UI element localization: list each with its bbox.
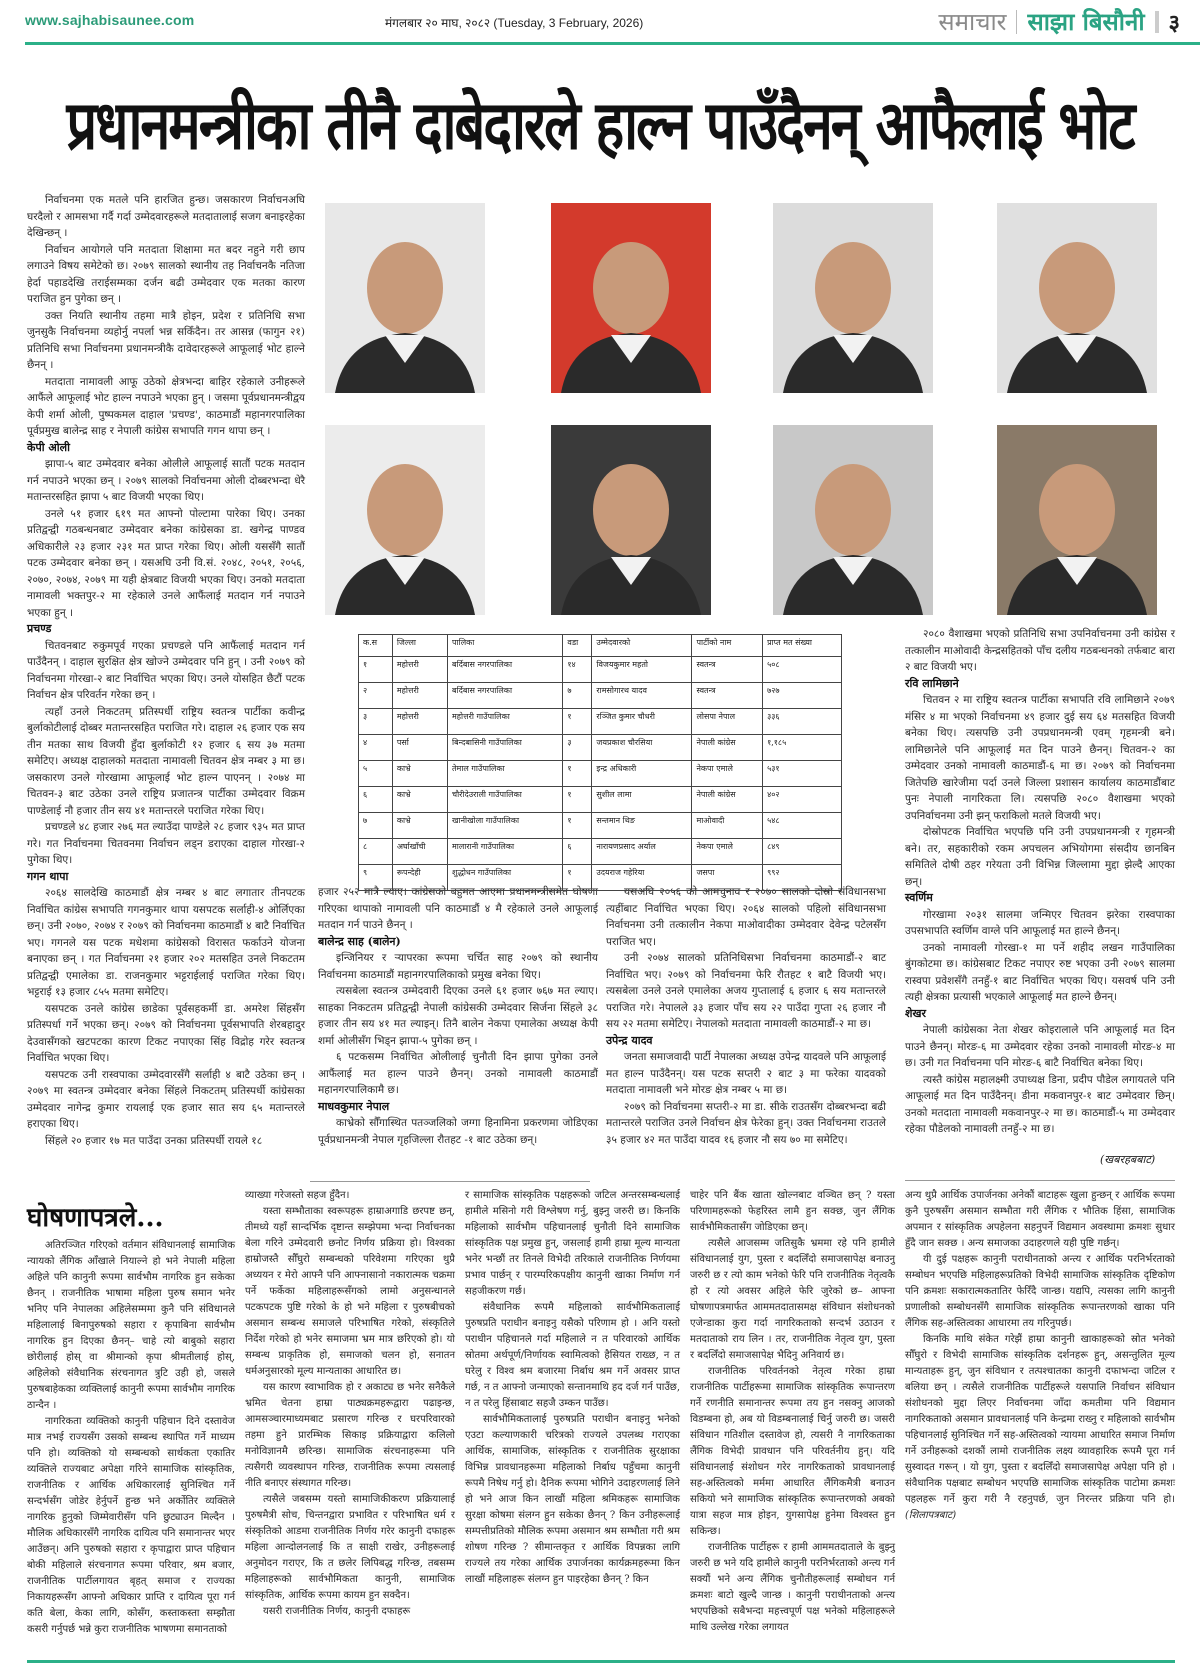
paragraph: यस कारण स्वाभाविक हो र अकाट्य छ भनेर सनैकैले भ्रमित चेतना हाम्रा पाठ्यक्रमहरूद्वारा पढाइन्छ, आमसञ्चारमाध्यमबाट प्रसारण गरिन्छ र घरपरिवारको तहमा हुने प्रारम्भिक सिकाइ प्रक्रियाद्वारा कलिलो मनोविज्ञानमै छरिन्छ। सामाजिक संरचनाहरूमा पनि त्यसैगरी व्यवस्थापन गरिन्छ, राजनीतिक रूपमा त्यसलाई नीति बनाएर संस्थागत गरिन्छ।: [245, 1382, 455, 1489]
divider: [310, 1181, 590, 1182]
portrait-upendra-yadav: [773, 425, 933, 615]
table-cell: महोत्तरी: [392, 683, 447, 709]
paragraph: हजार २५२ मात्रै ल्याए। कांग्रेसको बहुमत आएमा प्रधानमन्त्रीसमेत घोषणा गरिएका थापाको नामावली पनि काठमाडौं ४ मै रहेकाले उनले आफूलाई मतदान गर्न पाउने छैनन् ।: [318, 886, 598, 931]
table-cell: जयप्रकाश चौरसिया: [592, 735, 692, 761]
person-icon: [551, 203, 711, 393]
paragraph: अन्य थुप्रै आर्थिक उपार्जनका अनेकौं बाटाहरू खुला हुन्छन् र आर्थिक रूपमा कुनै पुरुषसँग असमान सम्भौता गरी लैंगिक र भौतिक हिंसा, सामाजिक अपमान र सांस्कृतिक अपहेलना सहनुपर्ने विद्यमान अवस्थामा क्रमशः सुधार हुँदै जान सक्छ । अन्य समाजका उदाहरणले यही पुष्टि गर्छन्।: [905, 1190, 1175, 1249]
paragraph: झापा-५ बाट उम्मेदवार बनेका ओलीले आफूलाई सातौं पटक मतदान गर्न नपाउने भएका छन् । २०७९ सालको निर्वाचनमा ओली दोब्बरभन्दा धेरै मतान्तरसहित झापा ५ बाट विजयी भएका थिए।: [27, 458, 305, 503]
table-header-row: [359, 635, 842, 657]
table-cell: स्वतन्त्र: [692, 657, 763, 683]
person-icon: [325, 203, 485, 393]
paragraph: चितवन २ मा राष्ट्रिय स्वतन्त्र पार्टीका सभापति रवि लामिछाने २०७९ मंसिर ४ मा भएको निर्वाचनमा ४९ हजार दुई सय ६४ मतसहित विजयी बनेका थिए। त्यसपछि उनी उपप्रधानमन्त्री एवम् गृहमन्त्री बने। लामिछानेले पनि आफूलाई मत दिन पाउने छैनन्। चितवन-२ का उम्मेदवार उनको नामावली काठमाडौं-६ मा छ। २०७९ को निर्वाचनमा जितेपछि खारेजीमा पर्दा उनले जिल्ला प्रशासन कार्यालय काठमाडौंबाट पुनः नेपाली नागरिकता लि। त्यसपछि २०८० वैशाखमा भएको उपनिर्वाचनमा उनी झन् फराकिलो मतले विजयी भए।: [905, 694, 1175, 822]
table-cell: विजयकुमार महतो: [592, 657, 692, 683]
publication-date: मंगलबार २० माघ, २०८२ (Tuesday, 3 February, 2026): [385, 16, 644, 30]
paragraph: सिंहले २० हजार १७ मत पाउँदा उनका प्रतिस्पर्धी रायले १८: [45, 1134, 263, 1147]
table-cell: ७: [359, 813, 393, 839]
table-row: [359, 657, 842, 683]
table-cell: नेकपा एमाले: [692, 761, 763, 787]
table-cell: २: [359, 683, 393, 709]
paragraph: त्यसैले जबसम्म यस्तो सामाजिकीकरण प्रक्रियालाई पुरुषमैत्री सोच, चिन्तनद्वारा प्रभावित र परिभाषित धर्म र संस्कृतिको आडमा राजनीतिक निर्णय गरेर कानुनी दफाहरू महिला आन्दोलनलाई कि त साक्षी राखेर, उनीहरूलाई अनुमोदन गराएर, कि त छलेर लिपिबद्ध गरिन्छ, तबसम्म महिलाहरूको सार्वभौमिकता कानुनी, सामाजिक सांस्कृतिक, आर्थिक रूपमा कायम हुन सक्दैन।: [245, 1494, 455, 1601]
section-subheading: गगन थापा: [27, 869, 69, 883]
article-column-1: [27, 192, 305, 1149]
table-cell: ९९२: [763, 865, 842, 891]
paragraph: गोरखामा २०३१ सालमा जन्मिएर चितवन झरेका रास्वपाका उपसभापति स्वर्णिम वाग्ले पनि आफूलाई मत हाल्ने छैनन्।: [905, 908, 1175, 937]
table-cell: १: [563, 813, 592, 839]
portrait-balen-shah: [997, 203, 1157, 393]
paragraph: ६ पटकसम्म निर्वाचित ओलीलाई चुनौती दिन झापा पुगेका उनले आफैंलाई मत हाल्न पाउने छैनन्। उनको नामावली काठमाडौं महानगरपालिकामै छ।: [318, 1051, 598, 1096]
table-cell: १: [359, 657, 393, 683]
paragraph: राजनीतिक पार्टीहरू र हामी आममतदाताले के बुझ्नु जरुरी छ भने यदि हामीले कानुनी परनिर्भरताको अन्त्य गर्न सक्यौं भने अन्य लैंगिक चुनौतीहरूलाई सम्बोधन गर्न क्रमशः बाटो खुल्दै जान्छ । कानुनी पराधीनताको अन्त्य भएपछिको सबैभन्दा महत्त्वपूर्ण पक्ष भनेको महिलाहरूले माथि उल्लेख गरेका लगायत: [690, 1542, 895, 1633]
table-row: [359, 709, 842, 735]
table-cell: बर्दिबास नगरपालिका: [448, 657, 563, 683]
paragraph: काभ्रेको सौँगास्थित पतञ्जलिको जग्गा हिनामिना प्रकरणमा जोडिएका पूर्वप्रधानमन्त्री नेपाल गृहजिल्ला रौतहट -१ बाट उठेका छन्।: [318, 1117, 598, 1146]
table-cell: इन्द्र अधिकारी: [592, 761, 692, 787]
divider: [905, 1180, 1175, 1181]
paragraph: त्यसबेला स्वतन्त्र उम्मेदवारी दिएका उनले ६१ हजार ७६७ मत ल्याए। साहका निकटतम प्रतिद्वन्द्वी नेपाली कांग्रेसकी उम्मेदवार सिर्जना सिंहले ३८ हजार तीन सय ४१ मत ल्याइन्। तिनै बालेन नेकपा एमालेका अध्यक्ष केपी शर्मा ओलीसँग भिड्न झापा-५ पुगेका छन् ।: [318, 985, 598, 1047]
section-subheading: उपेन्द्र यादव: [606, 1033, 653, 1047]
paragraph: त्यहाँ उनले निकटतम् प्रतिस्पर्धी राष्ट्रिय स्वतन्त्र पार्टीका कवीन्द्र बुर्लाकोटीलाई दोब्बर मतान्तरसहित पराजित गरे। दाहाल २६ हजार एक सय तीन मतका साथ विजयी हुँदा बुर्लाकोटी १२ हजार ६ सय ३७ मतमा समेटिए। अध्यक्ष दाहालको मतदाता नामावली चितवन क्षेत्र नम्बर ३ मा छ। जसकारण उनले गोरखामा आफूलाई भोट हाल्न पाएनन् । २०७४ मा चितवन-३ बाट उठेका उनले राष्ट्रिय प्रजातन्त्र पार्टीका उम्मेदवार विक्रम पाण्डेलाई नौ हजार तीन सय ४१ मतान्तरले पराजित गरेका थिए।: [27, 705, 305, 817]
table-cell: १४: [563, 657, 592, 683]
column-header: वडा: [563, 635, 592, 657]
paragraph: चाहेर पनि बैंक खाता खोल्नबाट वञ्चित छन् ? यस्ता परिणामहरूको फेहरिस्त लामै हुन सक्छ, जुन लैंगिक सार्वभौमिकतासँग जोडिएका छन्।: [690, 1190, 895, 1233]
paragraph: उनले ५१ हजार ६१९ मत आफ्नो पोल्टामा पारेका थिए। उनका प्रतिद्वन्द्वी गठबन्धनबाट उम्मेदवार बनेका कांग्रेसका डा. खगेन्द्र पाण्डव अधिकारीले २३ हजार २३१ मत प्राप्त गरेका थिए। ओली यससँगै सातौं पटक उम्मेदवार बनेका छन् । यसअघि उनी वि.सं. २०४८, २०५१, २०५६, २०७०, २०७४, २०७९ मा यही क्षेत्रबाट विजयी भएका थिए। उनको मतदाता नामावली भक्तपुर-२ मा रहेकाले उनले आफैंलाई मतदान गर्न नपाउने भएका हुन् ।: [27, 507, 305, 619]
table-cell: ८४९: [763, 839, 842, 865]
article-column-2: [318, 884, 598, 1148]
publication-name: साझा बिसौनी: [1027, 7, 1145, 36]
paragraph: चितवनबाट रुकुमपूर्व गएका प्रचण्डले पनि आफैंलाई मतदान गर्न पाउँदैनन् । दाहाल सुरक्षित क्षेत्र खोज्ने उम्मेदवार पनि हुन् । उनी २०७९ को निर्वाचनमा गोरखा-२ बाट निर्वाचित भएका थिए। उनले योसहित छैटौं पटक निर्वाचन क्षेत्र परिवर्तन गरेका छन् ।: [27, 639, 305, 701]
portrait-prachanda: [551, 203, 711, 393]
second-article-column: [465, 1188, 680, 1588]
paragraph: उक्त नियति स्थानीय तहमा मात्रै होइन, प्रदेश र प्रतिनिधि सभा जुनसुकै निर्वाचनमा व्यहोर्नु नपर्ला भन्न सकिँदैन। तर आसन्न (फागुन २१) प्रतिनिधि सभा निर्वाचनमा प्रधानमन्त्रीकै दावेदारहरूले आफूलाई भोट हाल्ने छैनन् ।: [27, 309, 305, 371]
section-subheading: स्वर्णिम: [905, 891, 933, 904]
paragraph: नागरिकता व्यक्तिको कानुनी पहिचान दिने दस्तावेज मात्र नभई राज्यसँग उसको सम्बन्ध स्थापित गर्ने माध्यम पनि हो। व्यक्तिको यो सम्बन्धको सार्थकता एकातिर व्यक्तिले राज्यबाट अपेक्षा गरिने सामाजिक सांस्कृतिक, राजनीतिक र आर्थिक अधिकारलाई सुनिश्चित गर्ने सन्दर्भसँग जोडेर हेर्नुपर्ने हुन्छ भने अर्कोतिर व्यक्तिले नागरिक हुनुको जिम्मेवारीसँग पनि छुट्याउन मिल्दैन । मौलिक अधिकारसँगै नागरिक दायित्व पनि समानान्तर भएर आउँछन्। अनि पुरुषको सहारा र कृपाद्वारा प्राप्त पहिचान बोकी महिलाले संरचनागत रूपमा परिवार, श्रम बजार, राजनीतिक पार्टीलगायत बृहत् समाज र राज्यका निकायहरूसँग आफ्नो अधिकार प्राप्ति र दायित्व पूरा गर्न कति बेला, केका लागि, कोसँग, कस्ताकस्ता सम्झौता कसरी गर्नुपर्छ भन्ने कुरा राजनीतिक भाषणमा समानताको: [27, 1416, 235, 1635]
article-source: (शिलापत्रबाट): [905, 1510, 957, 1521]
site-url[interactable]: www.sajhabisaunee.com: [25, 12, 195, 28]
second-article-headline: घोषणापत्रले...: [27, 1203, 164, 1233]
paragraph: प्रचण्डले ४८ हजार २७६ मत ल्याउँदा पाण्डेले २८ हजार ९३५ मत प्राप्त गरे। गत निर्वाचनमा चितवनमा निर्वाचन लड्न डराएका दाहाल गोरखा-२ पुगेका थिए।: [27, 821, 305, 866]
table-cell: खानीखोला गाउँपालिका: [448, 813, 563, 839]
paragraph: निर्वाचन आयोगले पनि मतदाता शिक्षामा मत बदर नहुने गरी छाप लगाउने विषय समेटेको छ। २०७९ सालको स्थानीय तह निर्वाचनकै नतिजा हेर्दा पहाडदेखि तराईसम्मका दर्जन बढी उम्मेदवार एक मतका कारण पराजित हुन पुगेका छन् ।: [27, 243, 305, 305]
table-cell: महोत्तरी: [392, 709, 447, 735]
table-cell: ४: [359, 735, 393, 761]
table-cell: काभ्रे: [392, 761, 447, 787]
table-cell: माओवादी: [692, 813, 763, 839]
article-column-3: [606, 884, 886, 1148]
paragraph: संवैधानिक रूपमै महिलाको सार्वभौमिकतालाई पुरुषप्रति पराधीन बनाइनु यसैको परिणाम हो । अनि यस्तो पराधीन पहिचानले गर्दा महिलाले न त परिवारको आर्थिक स्रोतमा अर्थपूर्ण/निर्णायक स्वामित्वको हैसियत राख्छ, न त घरेलु र विश्व श्रम बजारमा निर्बाध श्रम गर्ने अवसर प्राप्त गर्छ, न त आफ्नो जन्माएको सन्तानमाथि हद दर्ज गर्न पाउँछ, न त परेलु हिंसाबाट सहजै उम्कन पाउँछ।: [465, 1302, 680, 1409]
table-cell: सन्तमान थिङ: [592, 813, 692, 839]
table-cell: रूपन्देही: [392, 865, 447, 891]
table-row: [359, 839, 842, 865]
table-cell: स्वतन्त्र: [692, 683, 763, 709]
table-cell: ५३१: [763, 761, 842, 787]
second-article-column: [245, 1188, 455, 1620]
table-cell: १: [563, 709, 592, 735]
article-source: (खबरहबबाट): [1100, 1153, 1156, 1166]
table-cell: चौरीदेउराली गाउँपालिका: [448, 787, 563, 813]
portrait-shekhar-koirala: [997, 425, 1157, 615]
paragraph: र सामाजिक सांस्कृतिक पक्षहरूको जटिल अन्तरसम्बन्धलाई हामीले मसिनो गरी विश्लेषण गर्नु, बुझ्नु जरुरी छ। किनकि महिलाको सार्वभौम पहिचानलाई चुनौती दिने सामाजिक सांस्कृतिक पक्ष प्रमुख हुन्, जसलाई हामी हाम्रा मूल्य मान्यता भनेर भन्छौं तर तिनले विभेदी तरिकाले राजनीतिक निर्णयमा प्रभाव पार्छन् र पारम्परिकपक्षीय कानुनी खाका निर्माण गर्न सहजीकरण गर्छ।: [465, 1190, 680, 1297]
person-icon: [551, 425, 711, 615]
paragraph: यसपटक उनले कांग्रेस छाडेका पूर्वसहकर्मी डा. अमरेश सिंहसँग प्रतिस्पर्धा गर्ने भएका छन्। २०७९ को निर्वाचनमा पूर्वसभापति शेरबहादुर देउवासँगको खटपटका कारण टिकट नपाएका सिंह विद्रोह गरेर स्वतन्त्र निर्वाचित भएका थिए।: [27, 1002, 305, 1064]
table-cell: पर्सा: [392, 735, 447, 761]
paragraph: यसअघि २०५६ को आमचुनाव र २०७० सालको दोस्रो संविधानसभा त्यहींबाट निर्वाचित भएका थिए। २०६४ सालको पहिलो संविधानसभा निर्वाचनमा उनी तत्कालीन नेकपा माओवादीका उम्मेदवार देवेन्द्र पटेलसँग पराजित भए।: [606, 886, 886, 948]
table-row: [359, 813, 842, 839]
section-subheading: रवि लामिछाने: [905, 676, 959, 690]
results-table: [358, 634, 842, 891]
section-header: [938, 5, 1180, 38]
paragraph: उनको नामावली गोरखा-१ मा पर्ने शहीद लखन गाउँपालिका बुंगकोटमा छ। कांग्रेसबाट टिकट नपाएर रुष्ट भएका उनी २०७९ सालमा रास्वपा प्रवेशसँगै तनहुँ-१ बाट निर्वाचित भएका थिए। यसवर्ष पनि उनी त्यही क्षेत्रका प्रत्यासी भएकाले आफूलाई मत हाल्ने छैनन्।: [905, 941, 1175, 1003]
paragraph: उनी २०७४ सालको प्रतिनिधिसभा निर्वाचनमा काठमाडौं-२ बाट निर्वाचित भए। २०७९ को निर्वाचनमा फेरि रौतहट १ बाटै विजयी भए। त्यसबेला उनले उनले एमालेका अजय गुप्तालाई ६ हजार ६ सय मतान्तरले पराजित गरे। नेपालले ३३ हजार पाँच सय २२ पाउँदा गुप्ता २६ हजार नौ सय २२ मतमा समेटिए। नेपालको मतदाता नामावली काठमाडौं-२ मा छ।: [606, 952, 886, 1030]
paragraph: सार्वभौमिकतालाई पुरुषप्रति पराधीन बनाइनु भनेको एउटा कल्याणकारी चरित्रको राज्यले उपलब्ध गराएका आर्थिक, सामाजिक, सांस्कृतिक र राजनीतिक सुरक्षाका विभिन्न प्रावधानहरूमा महिलाको निर्बाध पहुँचमा कानुनी रूपमै निषेध गर्नु हो। दैनिक रूपमा भोगिने उदाहरणलाई लिने हो भने आज किन लाखौं महिला श्रमिकहरू सामाजिक सुरक्षा कोषमा संलग्न हुन सकेका छैनन् ? किन उनीहरूलाई सम्पत्तीप्रतिको मौलिक रूपमा असमान श्रम सम्भौता गरी श्रम शोषण गरिन्छ ? सीमान्तकृत र आर्थिक विपन्नका लागि राज्यले तय गरेका आर्थिक उपार्जनका कार्यक्रमहरूमा किन लाखौं महिलाहरू संलग्न हुन पाइरहेका छैनन् ? किन: [465, 1414, 680, 1585]
paragraph: यसरी राजनीतिक निर्णय, कानुनी दफाहरू: [263, 1606, 411, 1617]
divider: [1016, 10, 1017, 34]
person-icon: [325, 425, 485, 615]
section-subheading: केपी ओली: [27, 440, 70, 454]
paragraph: इन्जिनियर र र्‍यापरका रूपमा चर्चित साह २०७९ को स्थानीय निर्वाचनमा काठमाडौं महानगरपालिकाको प्रमुख बनेका थिए।: [318, 952, 598, 981]
table-cell: नेकपा एमाले: [692, 839, 763, 865]
table-cell: ३: [563, 735, 592, 761]
masthead: [25, 0, 1200, 45]
paragraph: व्याख्या गरेजस्तो सहज हुँदैन।: [245, 1190, 350, 1201]
paragraph: मतदाता नामावली आफू उठेको क्षेत्रभन्दा बाहिर रहेकाले उनीहरूले आफैंले आफूलाई भोट हाल्न नपाउने भएका हुन् । जसमा पूर्वप्रधानमन्त्रीद्वय केपी शर्मा ओली, पुष्पकमल दाहाल 'प्रचण्ड', काठमाडौं महानगरपालिका पूर्वप्रमुख बालेन्द्र साह र नेपाली कांग्रेस सभापति गगन थापा छन् ।: [27, 375, 305, 437]
table-row: [359, 787, 842, 813]
table-cell: उदयराज गहेरिया: [592, 865, 692, 891]
column-header: क.स: [359, 635, 393, 657]
table-row: [359, 735, 842, 761]
table-row: [359, 865, 842, 891]
table-cell: नेपाली कांग्रेस: [692, 735, 763, 761]
paragraph: किनकि माथि संकेत गरेझैं हाम्रा कानुनी खाकाहरूको स्रोत भनेको सौँघुरो र विभेदी सामाजिक सांस्कृतिक दर्शनहरू हुन्, असन्तुलित मूल्य मान्यताहरू हुन्, जुन संविधान र तत्पश्चातका कानुनी दफाभन्दा जटिल र बलिया छन् । त्यसैले राजनीतिक पार्टीहरूले यसपालि निर्वाचन संविधान संशोधनको मुद्दा लिएर निर्वाचनमा जाँदा कमतीमा पनि विद्यमान नागरिकताको असमान प्रावधानलाई पनि केन्द्रमा राख्नु र महिलाको सार्वभौम पहिचानलाई सुनिश्चित गर्ने सह-अस्तित्वको न्यायमा आधारित समाज निर्माण गर्ने उनीहरूको दशकौं लामो राजनीतिक लक्ष्य व्यावहारिक रूपमै पूरा गर्न सुस्वादत गरून् । यो युग, पुस्ता र बदलिँदो समाजसापेक्ष अपेक्षा पनि हो । संवैधानिक पक्षबाट सम्बोधन भएपछि सामाजिक सांस्कृतिक पाटोमा क्रमशः पहलहरू गर्ने कुरा गरी नै रहनुपर्छ, जुन निरन्तर प्रक्रिया पनि हो। (शिलापत्रबाट): [905, 1334, 1175, 1521]
table-cell: १: [563, 865, 592, 891]
table-cell: ९: [359, 865, 393, 891]
article-column-4: [905, 626, 1175, 1138]
table-cell: ४०२: [763, 787, 842, 813]
paragraph: यस्ता सम्भौताका स्वरूपहरू हाम्राअगाडि छरपष्ट छन्, तीमध्ये यहाँ सान्दर्भिक दृष्टान्त सम्झेपमा भन्दा निर्वाचनका बेला गरिने उम्मेदवारी छनोट निर्णय प्रक्रिया हो। विश्वका हाम्रोजस्तै सौँघुरो सम्बन्धको परिवेशमा गरिएका थुप्रै अध्ययन र मेरो आफ्नै पनि आफ्नासानो नकारात्मक चक्रमा पर्ने फर्केका महिलाहरूसँगको लामो अनुसन्धानले पटकपटक पुष्टि गरेको के हो भने महिला र पुरुषबीचको असमान सम्बन्ध समाजले परिभाषित गरेको, संस्कृतिले निर्देश गरेको हो भनेर समाजमा भ्रम मात्र छरिएको हो। यो सम्बन्ध प्राकृतिक हो, समाजको चलन हो, सनातन धर्मअनुसारको मूल्य मान्यताका आधारित छ।: [245, 1206, 455, 1377]
table-cell: ८: [359, 839, 393, 865]
paragraph: अतिरञ्जित गरिएको वर्तमान संविधानलाई सामाजिक न्यायको लैंगिक आँखाले नियाल्ने हो भने नेपाली महिला अहिले पनि कानुनी रूपमा सार्वभौम नागरिक हुन सकेका छैनन् । राजनीतिक भाषामा महिला पुरुष समान भनेर भनिए पनि नेपालका अहिलेसम्ममा कुनै पनि संविधानले महिलालाई बिनापुरुषको सहारा र कृपाबिना सार्वभौम नागरिक हुन दिएका छैनन्– चाहे त्यो बाबुको सहारा छोरीलाई होस् वा श्रीमान्को कृपा श्रीमतीलाई होस्, अहिलेको संवैधानिक संरचनागत त्रुटि उही हो, जसले पुरुषबाहेकका व्यक्तिलाई कानुनी रूपमा सार्वभौम नागरिक ठान्दैन ।: [27, 1240, 235, 1411]
portrait-rabi-lamichhane: [551, 425, 711, 615]
section-subheading: बालेन्द्र साह (बालेन): [318, 934, 401, 948]
portrait-kp-oli: [325, 203, 485, 393]
person-icon: [773, 425, 933, 615]
section-name: समाचार: [938, 8, 1007, 36]
person-icon: [997, 203, 1157, 393]
table-row: [359, 683, 842, 709]
table-cell: महोत्तरी: [392, 657, 447, 683]
person-icon: [773, 203, 933, 393]
section-subheading: शेखर: [905, 1006, 926, 1020]
table-cell: मालारानी गाउँपालिका: [448, 839, 563, 865]
table-cell: काभ्रे: [392, 787, 447, 813]
paragraph: त्यस्तै कांग्रेस महालक्ष्मी उपाध्यक्ष डिना, प्रदीप पौडेल लगायतले पनि आफूलाई मत दिन पाउँदैनन्। डीना मकवानपुर-१ बाट उम्मेदवार छिन्। उनको मतदाता नामावली मकवानपुर-२ मा छ। काठमाडौं-५ मा उम्मेदवार रहेका पौडेलको नामावली तनहुँ-२ मा छ।: [905, 1073, 1175, 1135]
table-cell: ७: [563, 683, 592, 709]
second-article-column: [905, 1188, 1175, 1524]
table-cell: रञ्जित कुमार चौधरी: [592, 709, 692, 735]
table-cell: जसपा: [692, 865, 763, 891]
paragraph: राजनीतिक परिवर्तनको नेतृत्व गरेका हाम्रा राजनीतिक पार्टीहरूमा सामाजिक सांस्कृतिक रूपान्तरण गर्ने रणनीति समानान्तर रूपमा तय हुन नसक्नु आजको विडम्बना हो, अब यो विडम्बनालाई चिर्नु जरुरी छ। जसरी संविधान गतिशील दस्तावेज हो, त्यसरी नै नागरिकताका लैंगिक विभेदी प्रावधान पनि परिवर्तनीय हुन्। यदि संविधानलाई संशोधन गरेर नागरिकताको प्रावधानलाई सह-अस्तित्वको मर्ममा आधारित लैंगिकमैत्री बनाउन सकियो भने सामाजिक सांस्कृतिक रूपान्तरणको अबको यात्रा सहज मात्र होइन, युगसापेक्ष हुनेमा विश्वस्त हुन सकिन्छ।: [690, 1366, 895, 1537]
table-cell: तेमाल गाउँपालिका: [448, 761, 563, 787]
portrait-gagan-thapa: [773, 203, 933, 393]
column-header: पालिका: [448, 635, 563, 657]
table-cell: अर्घाखाँची: [392, 839, 447, 865]
table-cell: १,१८५: [763, 735, 842, 761]
table-cell: शुद्धोधन गाउँपालिका: [448, 865, 563, 891]
paragraph: जनता समाजवादी पार्टी नेपालका अध्यक्ष उपेन्द्र यादवले पनि आफूलाई मत हाल्न पाउँदैनन्। यस पटक सप्तरी २ बाट ३ मा फरेका यादवको मतदाता नामावली भने मोरङ क्षेत्र नम्बर ५ मा छ।: [606, 1051, 886, 1096]
main-headline: प्रधानमन्त्रीका तीनै दाबेदारले हाल्न पाउँदैनन् आफैलाई भोट: [66, 85, 1134, 165]
table-row: [359, 761, 842, 787]
paragraph: २०८० वैशाखमा भएको प्रतिनिधि सभा उपनिर्वाचनमा उनी कांग्रेस र तत्कालीन माओवादी केन्द्रसहितको पाँच दलीय गठबन्धनको तर्फबाट बारा २ बाट विजयी भए।: [905, 628, 1175, 673]
table-cell: ३: [359, 709, 393, 735]
paragraph: त्यसैले आजसम्म जतिसुकै भ्रममा रहे पनि हामीले संविधानलाई युग, पुस्ता र बदलिँदो समाजसापेक्ष बनाउनु जरुरी छ र त्यो काम भनेको फेरि पनि राजनीतिक नेतृत्वकै हो र त्यो अवसर अहिले फेरि जुरेको छ– आफ्ना घोषणापत्रमार्फत आममतदातासमक्ष संविधान संशोधनको एजेन्डाका कुरा गर्दा नागरिकताको सन्दर्भ उठाउन र मतदाताको राय लिन । तर, राजनीतिक नेतृत्व युग, पुस्ता र बदलिँदो समाजसापेक्ष भैदिनु अनिवार्य छ।: [690, 1238, 895, 1361]
table-cell: काभ्रे: [392, 813, 447, 839]
paragraph: निर्वाचनमा एक मतले पनि हारजित हुन्छ। जसकारण निर्वाचनअघि घरदैलो र आमसभा गर्दै गर्दा उम्मेदवारहरूले मतदातालाई सजग बनाइरहेका देखिन्छन् ।: [27, 194, 305, 239]
table-cell: ५०८: [763, 657, 842, 683]
column-header: जिल्ला: [392, 635, 447, 657]
table-cell: नेपाली कांग्रेस: [692, 787, 763, 813]
paragraph: नेपाली कांग्रेसका नेता शेखर कोइरालाले पनि आफूलाई मत दिन पाउने छैनन्। मोरङ-६ मा उम्मेदवार रहेका उनको नामावली मोरङ-४ मा छ। उनी गत निर्वाचनमा पनि मोरङ-६ बाटै निर्वाचित बनेका थिए।: [905, 1024, 1175, 1069]
table-cell: ५: [359, 761, 393, 787]
table-cell: बिन्दबासिनी गाउँपालिका: [448, 735, 563, 761]
table-cell: सुशील लामा: [592, 787, 692, 813]
column-header: पार्टीको नाम: [692, 635, 763, 657]
table-cell: ७२७: [763, 683, 842, 709]
table-cell: बर्दिबास नगरपालिका: [448, 683, 563, 709]
table-cell: १: [563, 761, 592, 787]
section-subheading: माधवकुमार नेपाल: [318, 1099, 390, 1113]
table-cell: नारायणप्रसाद अर्याल: [592, 839, 692, 865]
second-article-column: [27, 1238, 235, 1638]
table-cell: रामसोगारथ यादव: [592, 683, 692, 709]
paragraph: यसपटक उनी रास्वपाका उम्मेदवारसँगै सर्लाही ४ बाटै उठेका छन् । २०७९ मा स्वतन्त्र उम्मेदवार बनेका सिंहले निकटतम् प्रतिस्पर्धी कांग्रेसका उम्मेदवार नागेन्द्र कुमार रायलाई एक हजार सात सय ६५ मतान्तरले हराएका थिए।: [27, 1068, 305, 1130]
second-article-column: [690, 1188, 895, 1636]
paragraph: यी दुई पक्षहरू कानुनी पराधीनताको अन्त्य र आर्थिक परनिर्भरताको सम्बोधन भएपछि महिलाहरूप्रतिको विभेदी सामाजिक सांस्कृतिक दृष्टिकोण पनि क्रमशः सकारात्मकतातिर फेरिँदै जान्छ। यद्यपि, त्यसका लागि कानुनी प्रणालीको सम्बोधनसँगै सामाजिक सांस्कृतिक रूपान्तरणको खाका पनि लैंगिक सह-अस्तित्वका आधारमा तय गरिनुपर्छ।: [905, 1254, 1175, 1329]
column-header: उम्मेदवारको: [592, 635, 692, 657]
divider: [1155, 11, 1159, 33]
table-cell: ५४८: [763, 813, 842, 839]
paragraph: दोस्रोपटक निर्वाचित भएपछि पनि उनी उपप्रधानमन्त्री र गृहमन्त्री बने। तर, सहकारीको रकम अपचलन अभियोगमा संसदीय छानबिन समितिले दोषी ठहर गरेयता उनी विभिन्न जिल्लामा मुद्दा झेल्दै आएका छन्।: [905, 826, 1175, 888]
table-cell: ६: [563, 839, 592, 865]
table-cell: ६: [359, 787, 393, 813]
table-cell: १: [563, 787, 592, 813]
page-number: ३: [1168, 9, 1180, 35]
table-cell: महोत्तरी गाउँपालिका: [448, 709, 563, 735]
paragraph: २०७९ को निर्वाचनमा सप्तरी-२ मा डा. सीके राउतसँग दोब्बरभन्दा बढी मतान्तरले पराजित उनले निर्वाचन क्षेत्र फेरेका हुन्। उक्त निर्वाचनमा राउतले ३५ हजार ४२ मत पाउँदा यादव १६ हजार नौ सय ७० मा समेटिए।: [606, 1100, 886, 1146]
section-subheading: प्रचण्ड: [27, 622, 52, 635]
footer-rule: [27, 1660, 1175, 1663]
column-header: प्राप्त मत संख्या: [763, 635, 842, 657]
person-icon: [997, 425, 1157, 615]
table-cell: लोसपा नेपाल: [692, 709, 763, 735]
portrait-madhav-nepal: [325, 425, 485, 615]
table-cell: ३३६: [763, 709, 842, 735]
paragraph: २०६४ सालदेखि काठमाडौं क्षेत्र नम्बर ४ बाट लगातार तीनपटक निर्वाचित कांग्रेस सभापति गगनकुमार थापा यसपटक सर्लाही-४ ओर्लिएका छन्। उनी २०७०, २०७४ र २०७९ को निर्वाचनमा काठमाडौं ४ बाटै निर्वाचित भए। गगनले यस पटक मधेशमा कांग्रेसको विरासत फर्काउने योजना बनाएका छन् । गत निर्वाचनमा २१ हजार २०२ मतसहित उनले निकटतम प्रतिद्वन्द्वी एमालेका डा. राजनकुमार भट्टराईलाई पराजित गरेका थिए। भट्टराई १३ हजार ८५५ मतमा समेटिए।: [27, 887, 305, 998]
